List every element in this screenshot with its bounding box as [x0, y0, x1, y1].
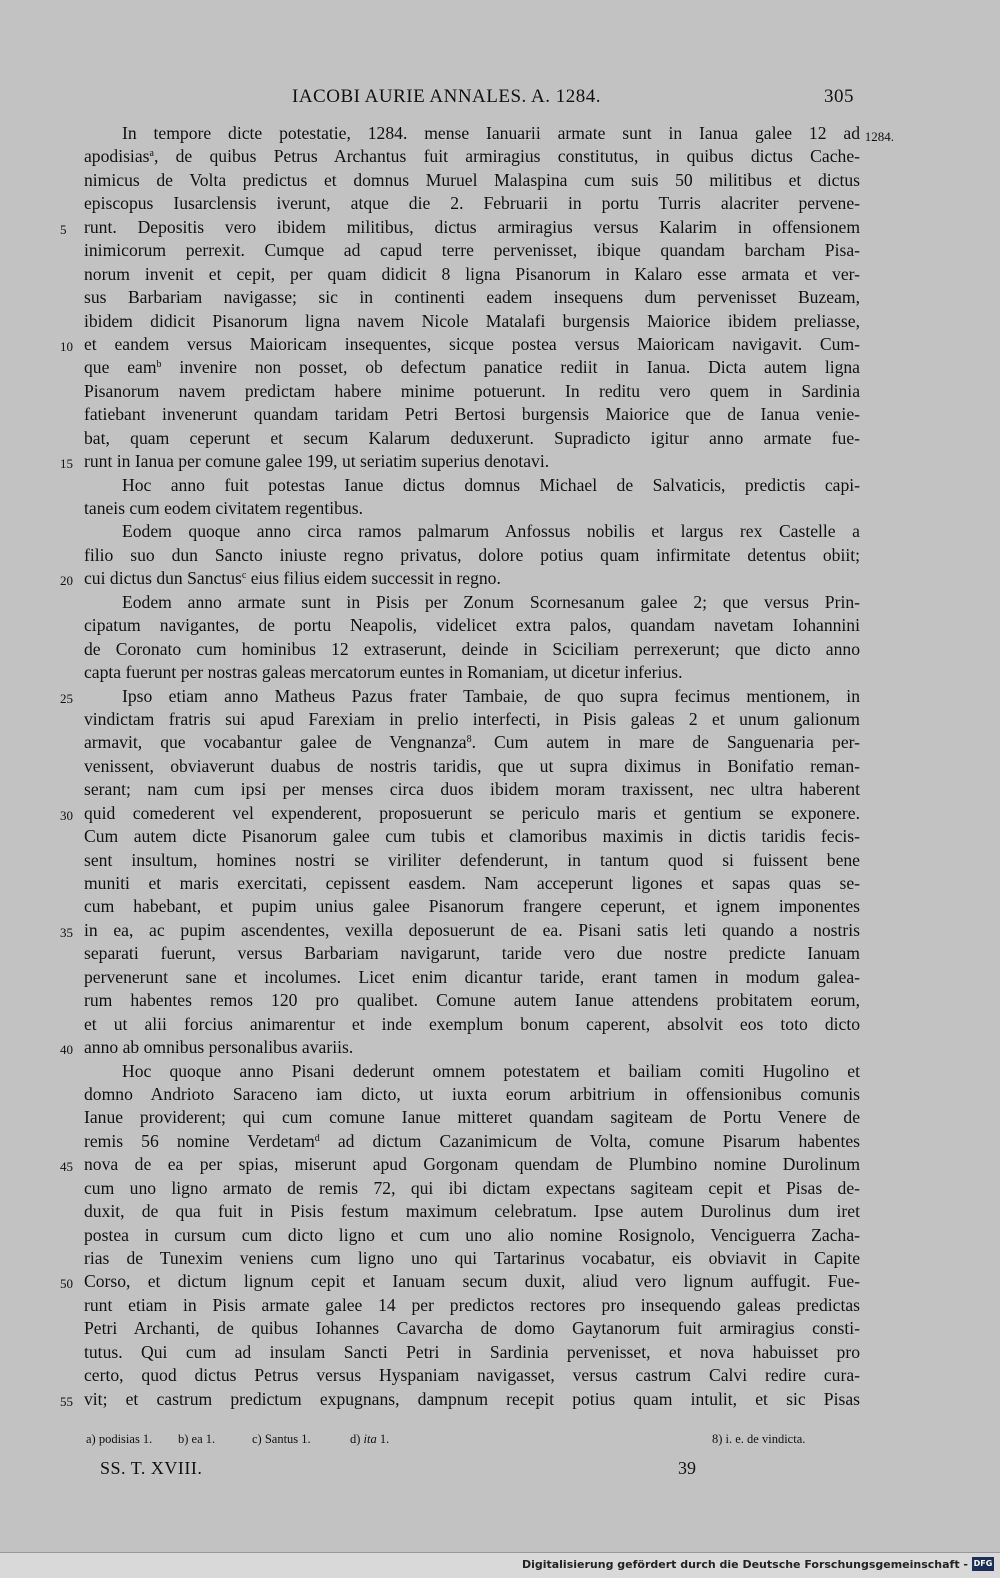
footnote-d-italic: ita [363, 1432, 377, 1446]
text-line [84, 989, 860, 1012]
text-line [84, 1247, 860, 1270]
line-text: cum habebant, et pupim unius galee Pisanorum frangere ceperunt, et ignem imponentes [84, 896, 860, 917]
line-text: Ianue providerent; qui cum comune Ianue mitteret quandam sagiteam de Portu Venere de [84, 1107, 860, 1128]
sheet-number: 39 [678, 1458, 696, 1478]
text-line [84, 1294, 860, 1317]
line-text: episcopus Iusarclensis iverunt, atque die 2. Februarii in portu Turris alacriter pervene- [84, 193, 860, 214]
text-line [84, 544, 860, 567]
text-line [84, 778, 860, 801]
line-number: 45 [60, 1159, 73, 1175]
line-text: muniti et maris exercitati, cepissent easdem. Nam acceperunt ligones et sapas quas se- [84, 873, 860, 893]
text-line [84, 755, 860, 778]
line-text: armavit, que vocabantur galee de Vengnanza [84, 732, 467, 753]
text-line [84, 1317, 860, 1340]
line-text: pervenerunt sane et incolumes. Licet enim dicantur taride, erant tamen in modum galea- [84, 966, 860, 987]
text-line [84, 169, 860, 192]
text-line [84, 872, 860, 895]
line-number: 10 [60, 338, 73, 354]
text-line [60, 333, 860, 356]
text-line [84, 286, 860, 309]
line-text-tail: ad dictum Cazanimicum de Volta, comune Pisarum habentes [319, 1130, 860, 1151]
text-line [84, 427, 860, 450]
text-line [84, 310, 860, 333]
line-text: domno Andrioto Saraceno iam dicto, ut iuxta eorum arbitrium in offensionibus comunis [84, 1083, 860, 1104]
line-number: 25 [60, 690, 73, 706]
footnote-b: b) ea 1. [178, 1432, 216, 1446]
line-text: Corso, et dictum lignum cepit et Ianuam secum duxit, aliud vero lignum auffugit. Fue- [84, 1271, 860, 1292]
text-line [84, 474, 860, 497]
text-line [84, 520, 860, 543]
footnote-a: a) podisias 1. [86, 1432, 153, 1446]
text-line [84, 895, 860, 918]
line-text: duxit, de qua fuit in Pisis festum maximum celebratum. Ipse autem Durolinus dum iret [84, 1201, 860, 1222]
text-line [84, 356, 860, 379]
line-text: Pisanorum navem predictam habere minime potuerunt. In reditu vero quem in Sardinia [84, 380, 860, 401]
text-line [60, 567, 860, 590]
line-text-tail: invenire non posset, ob defectum panatice rediit in Ianua. Dicta autem ligna [161, 357, 860, 378]
line-text: in ea, ac pupim ascendentes, vexilla deposuerunt de ea. Pisani satis leti quando a nostris [84, 919, 860, 940]
line-number: 35 [60, 924, 73, 940]
line-text: In tempore dicte potestatie, 1284. mense Ianuarii armate sunt in Ianua galee 12 ad [122, 123, 860, 143]
line-text: remis 56 nomine Verdetam [84, 1130, 315, 1151]
line-number: 30 [60, 807, 73, 823]
line-text: certo, quod dictus Petrus versus Hyspaniam navigasset, versus castrum Calvi redire cura- [84, 1365, 860, 1386]
line-text: tutus. Qui cum ad insulam Sancti Petri in Sardinia pervenisset, et nova habuisset pro [84, 1341, 860, 1362]
text-line [84, 1224, 860, 1247]
line-text: vit; et castrum predictum expugnans, dampnum recepit potius quam intulit, et sic Pisas [84, 1388, 860, 1409]
text-line [84, 497, 860, 520]
line-text: runt. Depositis vero ibidem militibus, dictus armiragius versus Kalarim in offensionem [84, 216, 860, 237]
line-text: venissent, obviaverunt duabus de nostris taridis, que ut supra diximus in Bonifatio reman- [84, 755, 860, 776]
line-text: cum uno ligno armato de remis 72, qui ibi dictam expectans sagiteam cepit et Pisas de- [84, 1177, 860, 1198]
line-text-tail: . Cum autem in mare de Sanguenaria per- [471, 732, 860, 753]
footnote-c: c) Santus 1. [252, 1432, 311, 1446]
line-text: cipatum navigantes, de portu Neapolis, videlicet extra palos, quandam navetam Iohannini [84, 615, 860, 636]
line-text: Eodem anno armate sunt in Pisis per Zonum Scornesanum galee 2; que versus Prin- [122, 591, 860, 612]
footnote-marker: c [241, 570, 247, 582]
text-line [84, 1083, 860, 1106]
line-text: sent insultum, homines nostri se viriliter defenderunt, in tantum quod si fuissent bene [84, 849, 860, 870]
line-text: runt in Ianua per comune galee 199, ut seriatim superius denotavi. [84, 451, 550, 472]
text-line [84, 1106, 860, 1129]
text-line [60, 919, 860, 942]
line-text: Ipso etiam anno Matheus Pazus frater Tambaie, de quo supra fecimus mentionem, in [122, 685, 860, 706]
text-line [84, 966, 860, 989]
line-number: 5 [60, 221, 67, 237]
line-text: fatiebant invenerunt quandam taridam Petri Bertosi burgensis Maiorice que de Ianua venie- [84, 404, 860, 425]
line-text: rias de Tunexim veniens cum ligno uno qui Tartarinus vocabatur, eis obviavit in Capite [84, 1248, 860, 1268]
text-line [84, 1130, 860, 1153]
text-line [60, 685, 860, 708]
line-text: postea in cursum cum dicto ligno et cum uno alio nomine Rosignolo, Venciguerra Zacha- [84, 1224, 860, 1245]
text-line [84, 1013, 860, 1036]
text-line [84, 708, 860, 731]
line-number: 40 [60, 1042, 73, 1058]
text-line [84, 591, 860, 614]
text-line [84, 1177, 860, 1200]
text-line [84, 239, 860, 262]
text-line [84, 638, 860, 661]
line-text: que eam [84, 357, 157, 378]
line-number: 20 [60, 573, 73, 589]
text-line [84, 731, 860, 754]
line-text: ibidem didicit Pisanorum ligna navem Nicole Matalafi burgensis Maiorice ibidem preliasse, [84, 310, 860, 331]
digitization-footer [0, 1552, 1000, 1578]
text-line [84, 1060, 860, 1083]
line-text: de Coronato cum hominibus 12 extraserunt, deinde in Sciciliam perrexerunt; que dicto anno [84, 638, 860, 659]
text-line [84, 849, 860, 872]
line-text: nimicus de Volta predictus et domnus Muruel Malaspina cum suis 50 militibus et dictus [84, 169, 860, 190]
line-number: 15 [60, 456, 73, 472]
line-text: nova de ea per spias, miserunt apud Gorgonam quendam de Plumbino nomine Durolinum [84, 1154, 860, 1175]
text-line [60, 216, 860, 239]
line-text-tail: eius filius eidem successit in regno. [246, 568, 501, 589]
running-title: IACOBI AURIE ANNALES. A. 1284. [292, 86, 601, 107]
page-header [0, 86, 1000, 110]
footnote-8: 8) i. e. de vindicta. [712, 1432, 806, 1446]
text-line [84, 145, 860, 168]
page-number: 305 [824, 86, 854, 107]
line-number: 50 [60, 1276, 73, 1292]
text-line [84, 1200, 860, 1223]
line-text: separati fuerunt, versus Barbariam navigarunt, taride vero due nostre predicte Ianuam [84, 943, 860, 964]
line-text: vindictam fratris sui apud Farexiam in prelio interfecti, in Pisis galeas 2 et unum galionum [84, 708, 860, 729]
text-line [60, 1388, 860, 1411]
dfg-logo-icon: DFG [972, 1557, 994, 1571]
line-text: anno ab omnibus personalibus avariis. [84, 1037, 354, 1058]
text-line [60, 1036, 860, 1059]
line-text: sus Barbariam navigasse; sic in continenti eadem insequens dum pervenisset Buzeam, [84, 287, 860, 308]
text-line [84, 122, 894, 145]
line-text: bat, quam ceperunt et secum Kalarum deduxerunt. Supradicto igitur anno armate fue- [84, 427, 860, 448]
signature-mark: SS. T. XVIII. [100, 1458, 203, 1478]
text-line [84, 380, 860, 403]
line-text: Petri Archanti, de quibus Iohannes Cavarcha de domo Gaytanorum fuit armiragius consti- [84, 1318, 860, 1339]
footnotes [86, 1432, 862, 1448]
text-line [84, 1341, 860, 1364]
text-line [60, 1153, 860, 1176]
text-line [84, 1364, 860, 1387]
line-text: et eandem versus Maioricam insequentes, sicque postea versus Maioricam navigavit. Cum- [84, 333, 860, 354]
line-text: Eodem quoque anno circa ramos palmarum Anfossus nobilis et largus rex Castelle a [122, 521, 860, 542]
footnote-d-suffix: 1. [379, 1432, 390, 1446]
line-text: cui dictus dun Sanctus [84, 568, 242, 589]
line-text: filio suo dun Sancto iniuste regno privatus, dolore potius quam infirmitate detentus obiit; [84, 544, 860, 565]
line-text: capta fuerunt per nostras galeas mercatorum euntes in Romaniam, ut dicetur inferius. [84, 662, 683, 683]
line-text: quid comederent vel expenderent, proposuerunt se periculo maris et gentium se exponere. [84, 802, 860, 823]
dfg-credit-text: Digitalisierung gefördert durch die Deutsche Forschungsgemeinschaft - [521, 1558, 968, 1571]
line-text: inimicorum perrexit. Cumque ad capud terre pervenisset, ibique quandam barcham Pisa- [84, 240, 860, 261]
text-line [84, 192, 860, 215]
line-text: et ut alii forcius animarentur et inde exemplum bonum caperent, absolvit eos toto dicto [84, 1013, 860, 1034]
line-text: taneis cum eodem civitatem regentibus. [84, 498, 363, 518]
line-text: Cum autem dicte Pisanorum galee cum tubis et clamoribus maximis in dictis taridis fecis- [84, 826, 860, 847]
line-text: norum invenit et cepit, per quam didicit 8 ligna Pisanorum in Kalaro esse armata et ver- [84, 263, 860, 284]
line-text: serant; nam cum ipsi per menses circa duos ibidem moram traxissent, nec ultra haberent [84, 779, 860, 800]
text-line [84, 661, 860, 684]
footnote-marker: b [156, 359, 162, 371]
text-line [84, 825, 860, 848]
footnote-marker: d [314, 1132, 320, 1144]
margin-year: 1284. [864, 129, 894, 144]
line-number: 55 [60, 1393, 73, 1409]
text-line [84, 263, 860, 286]
line-text: runt etiam in Pisis armate galee 14 per predictos rectores pro insequendo galeas predictas [84, 1294, 860, 1315]
line-text: apodisias [84, 146, 150, 167]
text-line [84, 403, 860, 426]
footnote-marker: 8 [466, 734, 472, 746]
text-line [60, 1270, 860, 1293]
line-text: Hoc quoque anno Pisani dederunt omnem potestatem et bailiam comiti Hugolino et [122, 1060, 860, 1081]
text-line [60, 802, 860, 825]
body-text [60, 122, 894, 1411]
text-line [60, 450, 860, 473]
line-text: Hoc anno fuit potestas Ianue dictus domnus Michael de Salvaticis, predictis capi- [122, 474, 860, 495]
footnote-d [350, 1432, 389, 1447]
line-text: rum habentes remos 120 pro qualibet. Comune autem Ianue attendens probitatem eorum, [84, 990, 860, 1011]
text-line [84, 614, 860, 637]
footnote-marker: a [149, 148, 154, 160]
footnote-d-prefix: d) [350, 1432, 361, 1446]
text-line [84, 942, 860, 965]
line-text-tail: , de quibus Petrus Archantus fuit armiragius constitutus, in quibus dictus Cache- [153, 146, 860, 167]
